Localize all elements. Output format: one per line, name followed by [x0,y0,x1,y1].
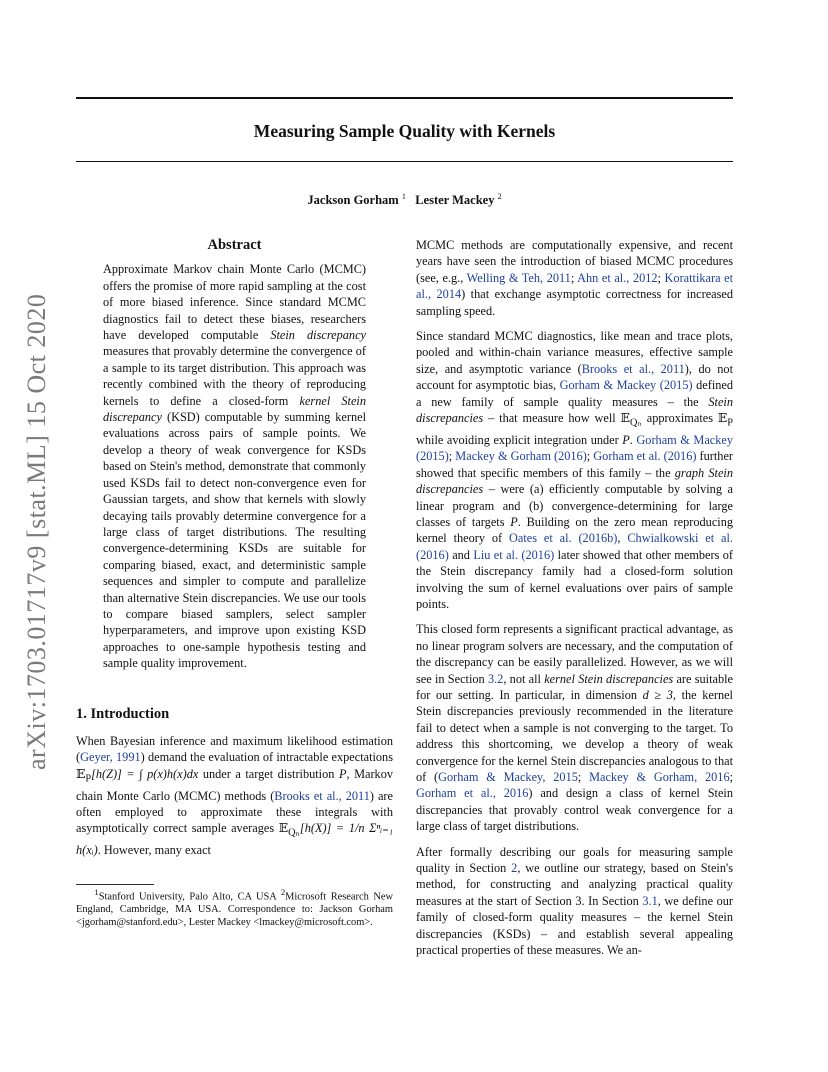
section-link[interactable]: 3.2 [487,671,504,686]
affiliation-mark: 1 [401,192,406,201]
citation-year[interactable]: 2015 [553,770,578,785]
paper-title: Measuring Sample Quality with Kernels [253,121,556,141]
citation-link[interactable]: Brooks et al., 2011 [274,788,370,803]
citation-link[interactable] [560,378,693,392]
body-text: are suitable for our setting. In particular, in dimension [416,671,733,703]
math-expression [76,766,199,785]
body-text: defined a new family of sample quality measures – the [416,378,734,409]
math-symbol: P [510,514,518,529]
footnote-mark: 2 [280,887,286,897]
math-subscript: P [85,773,92,785]
top-rule [76,97,733,99]
math-symbol: 𝔼 [278,821,289,836]
body-text: When Bayesian inference and maximum likelihood estimation ( [76,733,393,765]
citation-year[interactable]: 1991 [116,750,141,765]
footnote-rule [76,884,154,885]
body-text: under a target distribution [198,766,339,781]
footnote-text: Microsoft Research New England, Cambridge, MA USA. Correspondence to: Jackson Gorham <jgorham@stanford.edu>, Lester Mackey <lmackey@microsoft.com>. [76,891,394,929]
abstract-emphasis: Stein discrepancy [270,328,366,343]
body-text: while avoiding explicit integration under [416,432,623,447]
citation-link[interactable]: Gorham et al. (2016) [593,449,697,464]
body-text: Since standard MCMC diagnostics, like mean and trace plots, pooled and within-chain variance measures, effective sample size, and asymptotic variance ( [416,329,733,376]
citation-author[interactable]: Ahn et al. [577,270,627,285]
citation-year[interactable]: 2011 [345,788,370,803]
math-text: 1/n Σⁿᵢ₌₁ h(xᵢ) [76,821,393,858]
citation-year[interactable]: 2016 [705,770,730,785]
citation-link[interactable]: Oates et al. (2016b) [509,531,618,546]
math-symbol: 𝔼 [620,411,630,426]
emphasis-text: graph Stein discrepancies [416,465,733,497]
body-text: later showed that other members of the Stein discrepancy family had a closed-form solution involving the sum of kernel evaluations over pairs of sample points. [416,547,734,611]
body-paragraph: Since standard MCMC diagnostics, like mean and trace plots, pooled and within-chain variance measures, effective sample size, and asymptotic variance (Brooks et al., 2011), do not account for asymptotic bias, Gorham & Mackey (2015) defined a new family of sample quality measures – the Stein discrepancies – that measure how well 𝔼$_{Q_n}$ approximates 𝔼$_P$ while avoiding explicit integration under P. Gorham & Mackey (2015); Mackey & Gorham (2016); Gorham et al. (2016) further showed that specific members of this family – the graph Stein discrepancies – were (a) efficiently computable by solving a linear program and (b) convergence-determining for large classes of targets P. Building on the zero mean reproducing kernel theory of Oates et al. (2016b), Chwialkowski et al. (2016) and Liu et al. (2016) later showed that other members of the Stein discrepancy family had a closed-form solution involving the sum of kernel evaluations over pairs of sample points. [416,329,734,611]
citation-link[interactable]: Brooks et al., 2011 [581,361,685,376]
citation-link[interactable]: Liu et al. (2016) [473,547,555,562]
body-text: . However, many exact [97,843,211,858]
body-text: ) and design a class of kernel Stein discrepancies that provably control weak convergence for a large class of target distributions. [416,786,733,834]
section-link[interactable]: 3.1 [642,893,658,908]
section-heading: 1. Introduction [76,705,170,722]
citation-author[interactable]: Gorham & Mackey [559,378,657,393]
citation-year[interactable]: (2015) [659,378,693,393]
left-column [76,237,393,868]
citation-author[interactable]: Gorham & Mackey [438,770,543,785]
abstract-emphasis: kernel Stein discrepancy [103,393,366,425]
math-expression: d ≥ 3 [642,688,673,703]
citation-link[interactable]: Mackey & Gorham, 2016 [589,770,730,785]
citation-year[interactable]: 2011 [546,270,571,285]
body-text: ) that exchange asymptotic correctness for increased sampling speed. [416,287,733,318]
body-paragraph: MCMC methods are computationally expensive, and recent years have seen the introduction of biased MCMC procedures (see, e.g., Welling & Teh, 2011; Ahn et al., 2012; Korattikara et al., 2014) that exchange asymptotic correctness for increased sampling speed. [416,238,733,318]
body-text: – that measure how well [483,411,621,426]
title-rule [76,161,733,162]
citation-link[interactable]: Korattikara et al., 2014 [416,270,733,302]
citation-year[interactable]: 2012 [632,270,658,285]
abstract-text: measures that provably determine the convergence of a sample to its target distribution. This approach was recently combined with the theory of reproducing kernels to define a closed-form [103,344,366,408]
body-text: ) demand the evaluation of intractable expectations [140,750,393,765]
math-subscript: Qₙ [288,827,300,839]
body-text: After formally describing our goals for measuring sample quality in Section [416,844,733,876]
author-name: Lester Mackey [415,193,495,208]
abstract-heading: Abstract [207,237,262,253]
abstract-text: (KSD) computable by summing kernel evaluations across pairs of sample points. We develop a theory of weak convergence for KSDs based on Stein's method, demonstrate that commonly used KSDs fail to detect non-convergence even for Gaussian targets, and show that kernels with slowly decaying tails provably determine convergence for a large class of target distributions. The resulting convergence-determining KSDs are suitable for comparing biased, exact, and deterministic sample sequences and simpler to compute and parallelize than alternative Stein discrepancies. We use our tools to compare biased samplers, select sampler hyperparameters, and improve upon existing KSD approaches to one-sample hypothesis testing and sample quality improvement. [103,410,366,671]
citation-author[interactable]: Geyer [80,750,110,765]
citation-link[interactable]: Ahn et al., 2012 [577,270,658,285]
footnote [76,886,393,929]
author-name: Jackson Gorham [307,193,399,208]
section-link[interactable]: 2 [511,861,518,876]
emphasis-text: kernel Stein discrepancies [544,671,674,686]
affiliation-mark: 2 [497,192,502,201]
citation-link[interactable]: Mackey & Gorham (2016) [455,449,587,464]
body-text: – were (a) efficiently computable by solving a linear program and (b) convergence-determining for large classes of targets [416,482,733,529]
body-text: . [629,432,637,447]
citation-link[interactable]: Gorham & Mackey (2015) [416,432,733,464]
citation-link[interactable]: Geyer, 1991 [80,750,141,765]
citation-author[interactable]: Gorham et al. [416,786,493,801]
citation-link[interactable]: Welling & Teh, 2011 [466,270,571,285]
citation-author[interactable]: Brooks et al. [581,361,652,376]
citation-year[interactable]: 2014 [436,287,462,302]
intro-paragraph [76,733,393,859]
body-text: and [448,547,474,562]
math-symbol: 𝔼 [717,411,728,426]
abstract-body [103,261,366,671]
citation-author[interactable]: Mackey & Gorham [589,770,695,785]
body-text: approximates [641,411,718,426]
body-paragraph: This closed form represents a significant practical advantage, as no linear program solvers are necessary, and the computation of the discrepancy can be easily parallelized. However, as we will see in Section 3.2, not all kernel Stein discrepancies are suitable for our setting. In particular, in dimension d ≥ 3, the kernel Stein discrepancies previously recommended in the literature fail to detect when a sample is not converging to the target. To address this shortcoming, we develop a theory of weak convergence for the kernel Stein discrepancies analogous to that of (Gorham & Mackey, 2015; Mackey & Gorham, 2016; Gorham et al., 2016) and design a class of kernel Stein discrepancies that provably control weak convergence for a large class of target distributions. [416,622,734,834]
citation-author[interactable]: Brooks et al. [274,788,339,803]
math-symbol: 𝔼 [76,766,86,781]
citation-link[interactable]: Gorham & Mackey, 2015 [438,770,578,785]
body-text: , we define our family of closed-form quality measures – the kernel Stein discrepancies (KSDs) – and establish several appealing practical properties of these measures. We an- [416,893,733,958]
body-text: , we outline our strategy, based on Stein's method, for constructing and analyzing practical quality measures at the start of Section 3. In Section [416,861,733,908]
math-symbol: P [622,432,630,447]
body-text: , not all [503,671,545,686]
citation-year[interactable]: 2016 [503,786,529,801]
abstract-text: Approximate Markov chain Monte Carlo (MCMC) offers the promise of more rapid sampling at the cost of more biased inference. Since standard MCMC diagnostics fail to detect these biases, researchers have developed computable [103,262,366,343]
citation-year[interactable]: 2011 [660,361,685,376]
body-text: ) are often employed to approximate these integrals with asymptotically correct sample averages [76,788,393,836]
body-text: This closed form represents a significant practical advantage, as no linear program solvers are necessary, and the computation of the discrepancy can be easily parallelized. However, as we will see in Section [416,622,733,686]
body-text: further showed that specific members of this family – the [416,449,733,480]
body-text: ), do not account for asymptotic bias, [416,361,733,393]
body-text: . Building on the zero mean reproducing kernel theory of [416,514,733,546]
emphasis-text: Stein discrepancies [416,394,733,426]
citation-author[interactable]: Welling & Teh [466,270,541,285]
author-list [76,192,733,208]
citation-link[interactable]: Chwialkowski et al. (2016) [416,531,733,562]
footnote-mark: 1 [94,887,99,897]
citation-author[interactable]: Korattikara et al. [416,270,733,302]
right-column [416,237,733,968]
body-text: , the kernel Stein discrepancies previously recommended in the literature fail to detect when a sample is not converging to the target. To address this shortcoming, we develop a theory of weak convergence for the kernel Stein discrepancies analogous to that of ( [416,688,733,785]
math-subscript: Qₙ [629,417,642,429]
math-text: [h(Z)] = ∫ p(x)h(x)dx [91,766,199,781]
math-subscript: P [727,417,733,429]
citation-link[interactable]: Gorham et al., 2016 [416,786,529,801]
body-paragraph [416,844,733,959]
body-text: , Markov chain Monte Carlo (MCMC) methods ( [76,766,393,803]
math-symbol: P [338,766,347,781]
body-text: MCMC methods are computationally expensive, and recent years have seen the introduction of biased MCMC procedures (see, e.g., [416,238,733,285]
footnote-text: Stanford University, Palo Alto, CA USA [98,891,281,903]
math-text: [h(X)] = [299,821,349,836]
arxiv-identifier: arXiv:1703.01717v9 [stat.ML] 15 Oct 2020 [22,293,51,770]
